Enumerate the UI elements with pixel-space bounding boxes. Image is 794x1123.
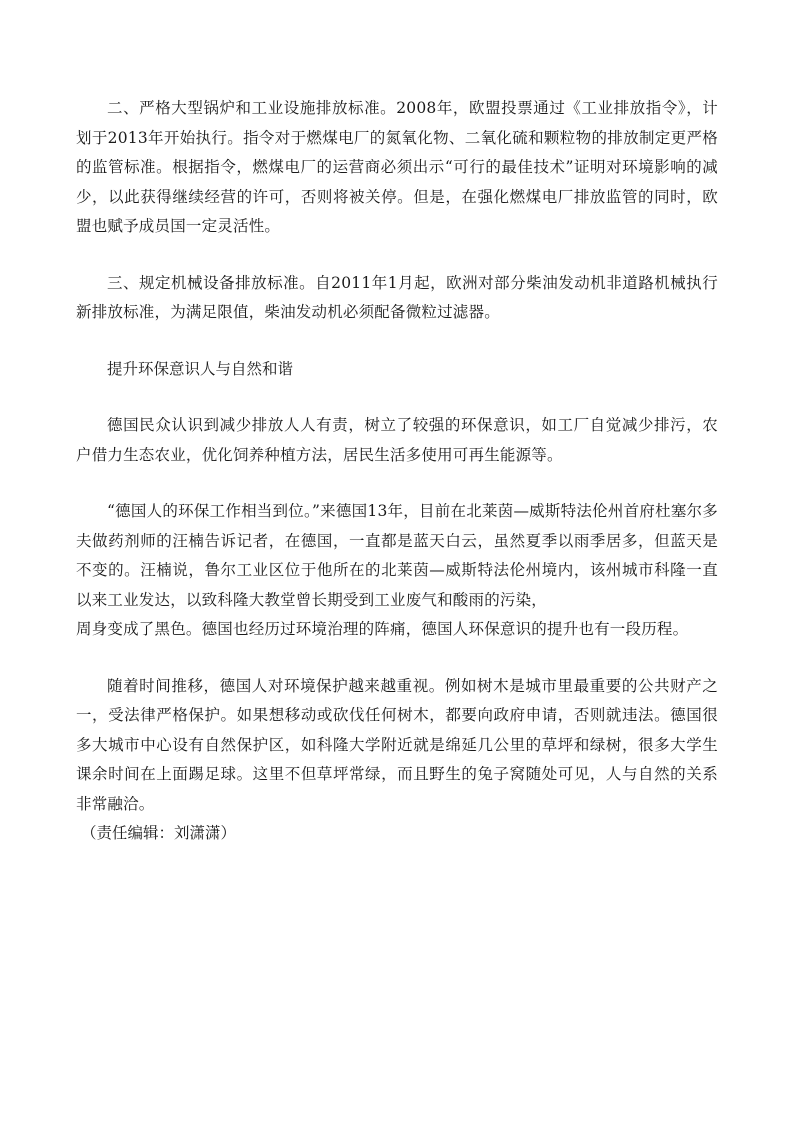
paragraph-public-awareness: 德国民众认识到减少排放人人有责，树立了较强的环保意识，如工厂自觉减少排污，农户借力生态农业，优化饲养种植方法，居民生活多使用可再生能源等。 bbox=[76, 416, 718, 464]
paragraph-quote-part1: “德国人的环保工作相当到位。”来德国13年，目前在北莱茵—威斯特法伦州首府杜塞尔多夫做药剂师的汪楠告诉记者，在德国，一直都是蓝天白云，虽然夏季以雨季居多，但蓝天是不变的。汪楠说，鲁尔工业区位于他所在的北莱茵—威斯特法伦州境内，该州城市科隆一直以来工业发达，以致科隆大教堂曾长期受到工业废气和酸雨的污染， bbox=[76, 502, 718, 609]
article-body bbox=[76, 94, 718, 849]
paragraph-quote-continuation: 周身变成了黑色。德国也经历过环境治理的阵痛，德国人环保意识的提升也有一段历程。 bbox=[76, 620, 689, 638]
paragraph-nature-protection: 随着时间推移，德国人对环境保护越来越重视。例如树木是城市里最重要的公共财产之一，受法律严格保护。如果想移动或砍伐任何树木，都要向政府申请，否则就违法。德国很多大城市中心设有自然保护区，如科隆大学附近就是绵延几公里的草坪和绿树，很多大学生课余时间在上面踢足球。这里不但草坪常绿，而且野生的兔子窝随处可见，人与自然的关系非常融洽。 bbox=[76, 676, 718, 813]
section-heading: 提升环保意识人与自然和谐 bbox=[107, 359, 294, 378]
paragraph-emissions-standards: 二、严格大型锅炉和工业设施排放标准。2008年，欧盟投票通过《工业排放指令》，计划于2013年开始执行。指令对于燃煤电厂的氮氧化物、二氧化硫和颗粒物的排放制定更严格的监管标准。根据指令，燃煤电厂的运营商必须出示“可行的最佳技术”证明对环境影响的减少，以此获得继续经营的许可，否则将被关停。但是，在强化燃煤电厂排放监管的同时，欧盟也赋予成员国一定灵活性。 bbox=[76, 99, 718, 235]
paragraph-quote bbox=[76, 497, 718, 615]
editor-note: （责任编辑：刘潇潇） bbox=[81, 824, 237, 842]
paragraph-machinery-standards: 三、规定机械设备排放标准。自2011年1月起，欧洲对部分柴油发动机非道路机械执行新排放标准，为满足限值，柴油发动机必须配备微粒过滤器。 bbox=[76, 273, 718, 321]
